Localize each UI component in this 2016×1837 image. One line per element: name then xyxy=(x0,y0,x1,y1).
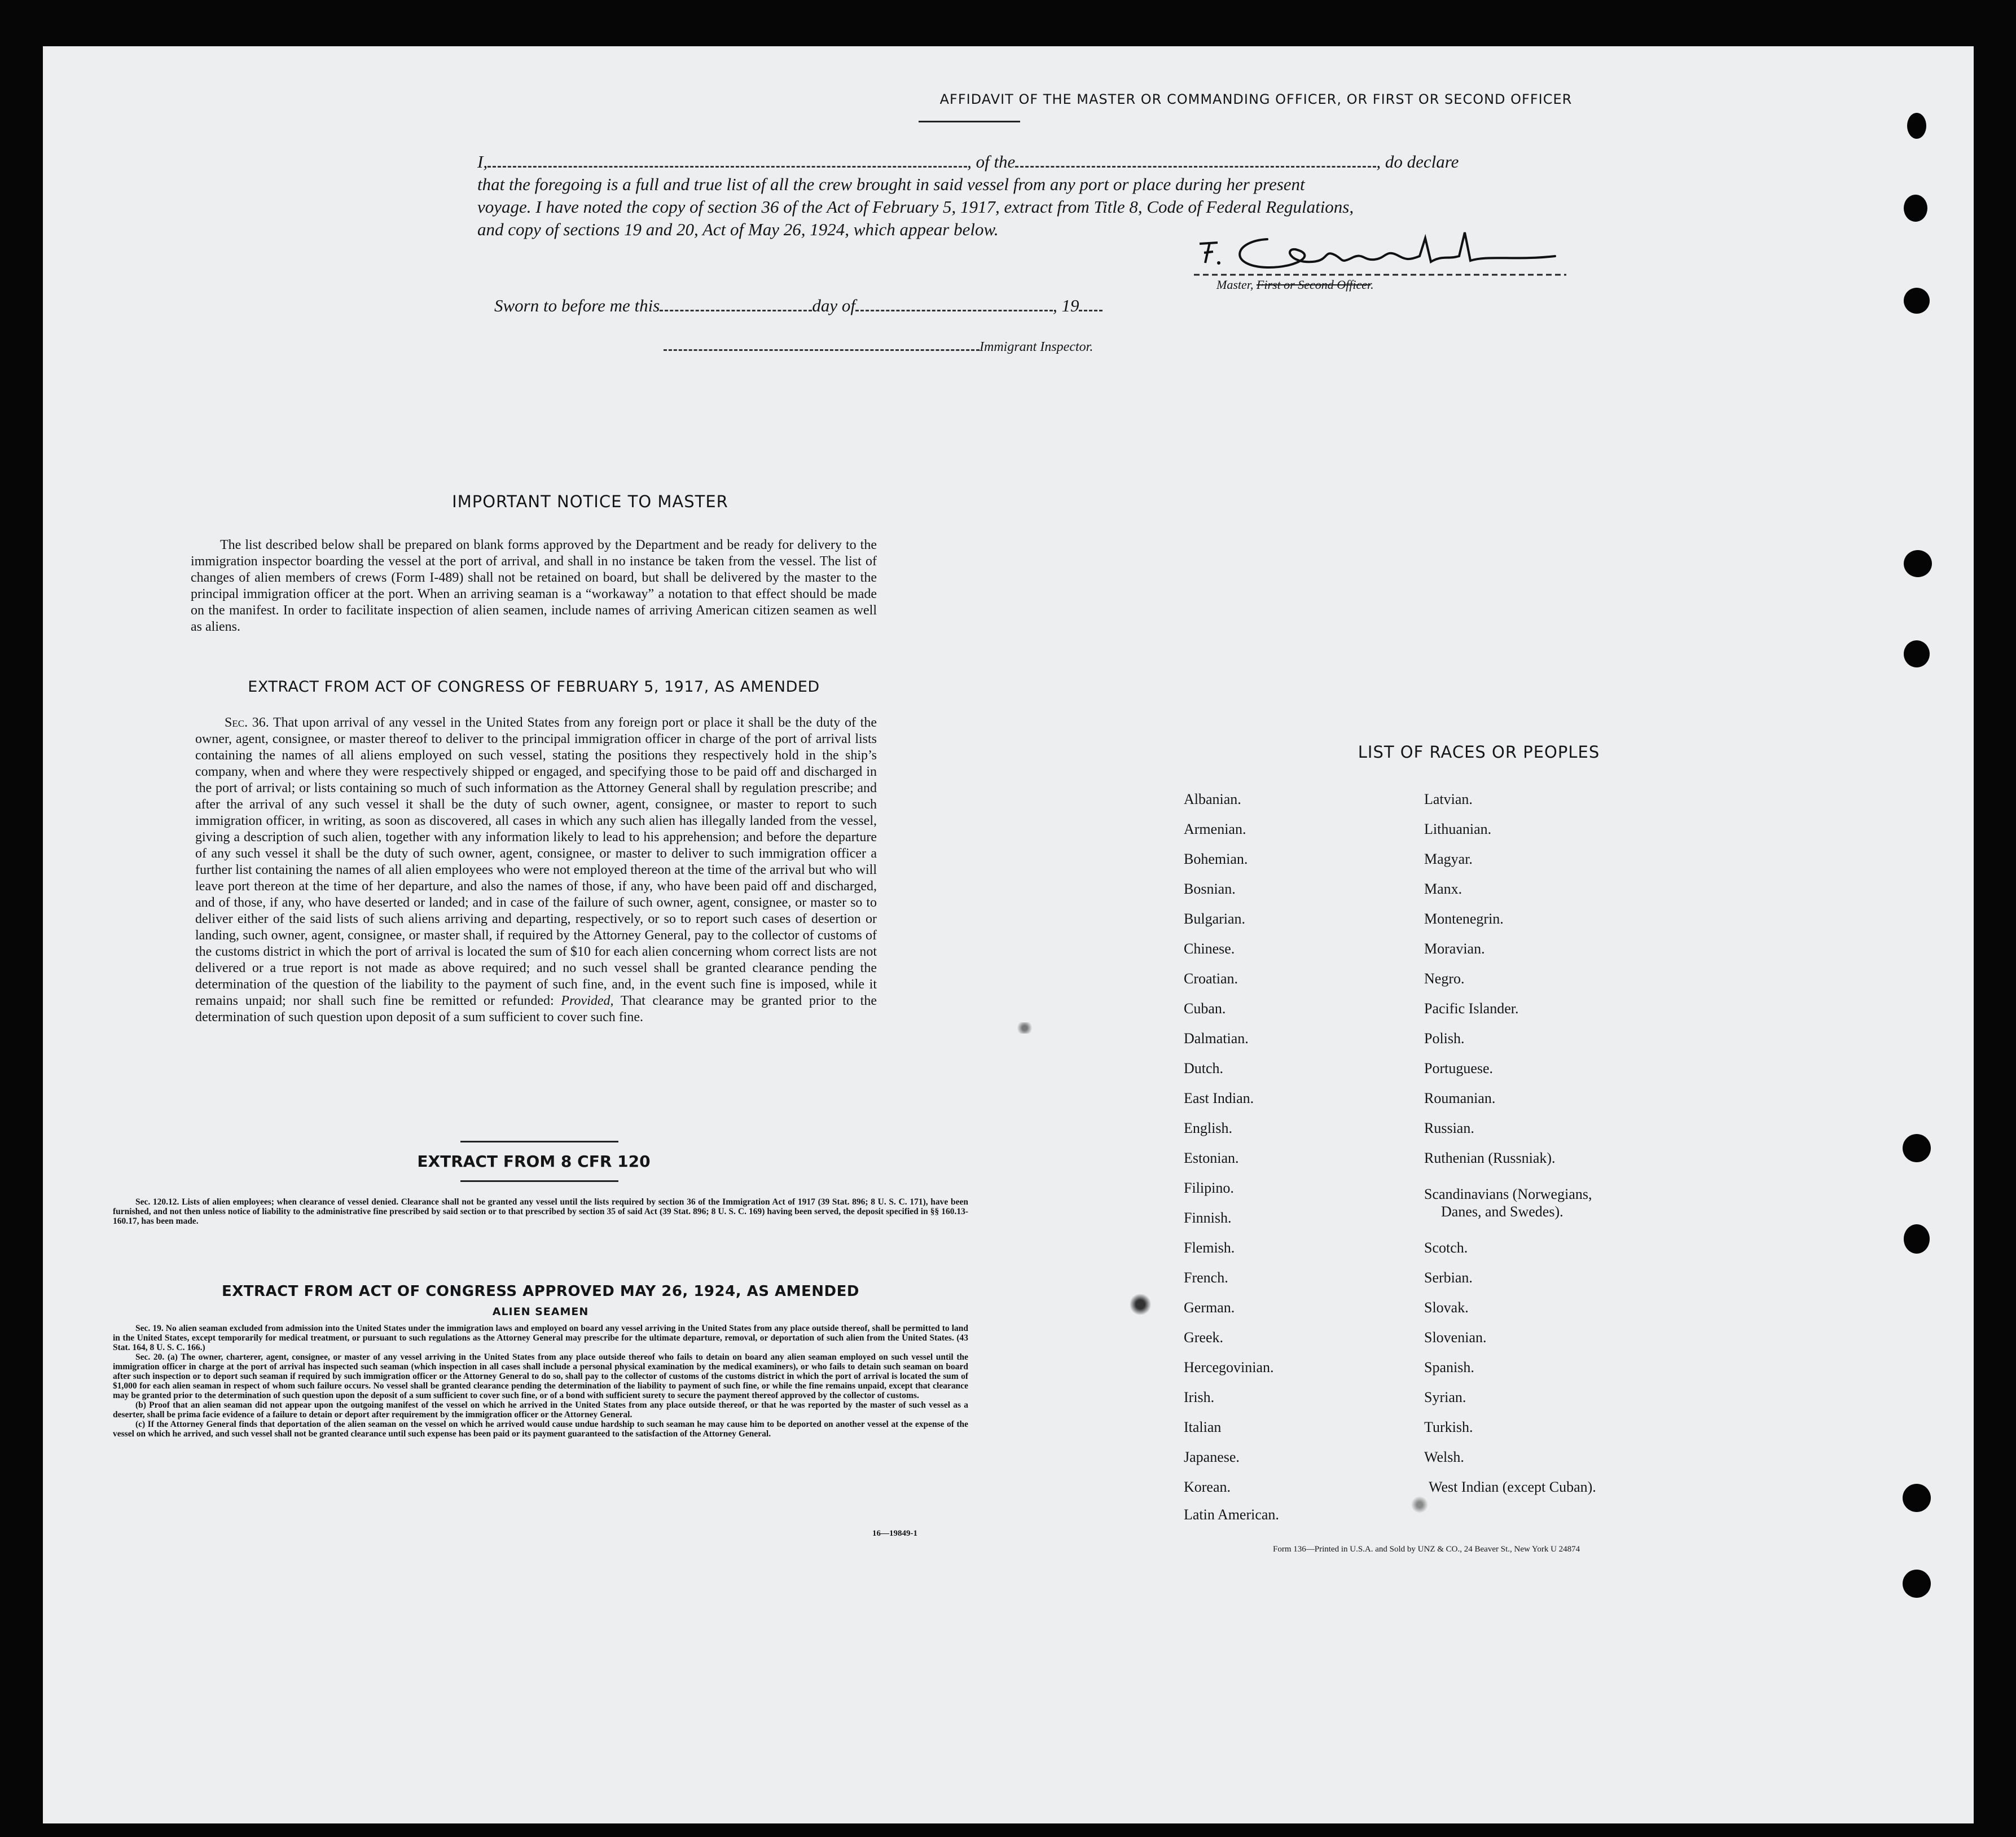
sworn-day-blank[interactable] xyxy=(660,298,812,311)
race-item: Moravian. xyxy=(1424,941,1485,957)
section-36-body: That upon arrival of any vessel in the United States from any foreign port or place it shall be the duty of the owner, agent, consignee, or master thereof to deliver to the principal immigration officer in charge of the port of arrival lists containing the names of all aliens employed on such vessel, stating the positions they respectively hold in the ship’s company, when and where they were respectively shipped or engaged, and specifying those to be paid off and discharged in the port of arrival; or lists containing so much of such information as the Attorney General shall by regulation prescribe; and after the arrival of any such vessel it shall be the duty of such owner, agent, consignee, or master to report to such immigration officer, in writing, as soon as discovered, all cases in which any such alien has illegally landed from the vessel, giving a description of such alien, together with any information likely to lead to his apprehension; and before the departure of any such vessel it shall be the duty of such owner, agent, consignee, or master to deliver to such immigration officer a further list containing the names of all alien employees who were not employed thereon at the time of the arrival but who will leave port thereon at the time of her departure, and also the names of those, if any, who have been paid off and discharged, and of those, if any, who have deserted or landed; and in case of the failure of such owner, agent, consignee, or master so to deliver either of the said lists of such aliens arriving and departing, respectively, or so to report such cases of desertion or landing, such owner, agent, consignee, or master shall, if required by the Attorney General, pay to the collector of customs of the customs district in which the port of arrival is located the sum of $10 for each alien concerning whom correct lists are not delivered or a true report is not made as above required; and no such vessel shall be granted clearance pending the determination of the question of the liability to the payment of such fine, and, in the event such fine is imposed, while it remains unpaid; nor shall such fine be remitted or refunded: xyxy=(195,715,877,1008)
binder-hole xyxy=(1904,1224,1930,1254)
alien-seamen-subtitle: ALIEN SEAMEN xyxy=(492,1306,589,1318)
race-item: German. xyxy=(1184,1299,1235,1316)
race-item: Serbian. xyxy=(1424,1269,1473,1286)
printer-imprint: Form 136—Printed in U.S.A. and Sold by UNZ & CO., 24 Beaver St., New York U 24874 xyxy=(1273,1545,1580,1554)
race-item: Flemish. xyxy=(1184,1240,1235,1256)
extract-1924-title: EXTRACT FROM ACT OF CONGRESS APPROVED MAY 26, 1924, AS AMENDED xyxy=(222,1283,859,1300)
vessel-blank[interactable] xyxy=(1015,155,1376,168)
race-item: Korean. xyxy=(1184,1479,1231,1495)
race-item: East Indian. xyxy=(1184,1090,1254,1106)
notice-body xyxy=(191,537,877,635)
race-item: Irish. xyxy=(1184,1389,1215,1405)
section-36-provided: Provided, xyxy=(561,994,614,1008)
section-20b-text: (b) Proof that an alien seaman did not appear upon the outgoing manifest of the vessel on which he arrived in the United States from any place outside thereof, or that he was reported by the master of such vessel as a deserter, shall be prima facie evidence of a failure to detain or deport after requirement by the immigration officer or the Attorney General. xyxy=(113,1400,968,1420)
race-item: English. xyxy=(1184,1120,1232,1136)
race-item: Italian xyxy=(1184,1419,1222,1435)
notice-text: The list described below shall be prepared on blank forms approved by the Department and be ready for delivery to the immigration inspector boarding the vessel at the port of arrival, and shall in no instance be taken from the vessel. The list of changes of alien members of crews (Form I-489) shall not be retained on board, but shall be delivered by the master to the principal immigration officer at the port. When an arriving seaman is a “workaway” a notation to that effect should be made on the manifest. In order to facilitate inspection of alien seamen, include names of arriving American citizen seamen as well as aliens. xyxy=(191,538,877,634)
handwritten-signature xyxy=(1149,216,1578,283)
extract-1917-title: EXTRACT FROM ACT OF CONGRESS OF FEBRUARY 5, 1917, AS AMENDED xyxy=(248,678,820,696)
race-item: Hercegovinian. xyxy=(1184,1359,1274,1375)
race-item: West Indian (except Cuban). xyxy=(1429,1479,1596,1495)
race-item: Lithuanian. xyxy=(1424,821,1492,837)
race-item: Croatian. xyxy=(1184,970,1238,987)
cfr-rule-top xyxy=(460,1141,618,1142)
race-item: Bohemian. xyxy=(1184,851,1248,867)
binder-hole xyxy=(1904,288,1930,314)
affidavit-i-label: I, xyxy=(477,152,488,172)
binder-hole xyxy=(1903,1134,1931,1162)
race-item: Polish. xyxy=(1424,1030,1465,1047)
section-36-text xyxy=(195,715,877,1026)
race-item: Welsh. xyxy=(1424,1449,1464,1465)
name-blank[interactable] xyxy=(487,155,967,168)
race-item: Dalmatian. xyxy=(1184,1030,1249,1047)
scan-speck xyxy=(1408,1496,1431,1513)
sworn-prefix: Sworn to before me this xyxy=(494,296,660,315)
affidavit-line-4: and copy of sections 19 and 20, Act of May 26, 1924, which appear below. xyxy=(477,219,999,239)
race-item: Latin American. xyxy=(1184,1506,1279,1523)
race-item: Estonian. xyxy=(1184,1150,1239,1166)
sworn-year: , 19 xyxy=(1052,296,1079,315)
section-20a-text: Sec. 20. (a) The owner, charterer, agent, consignee, or master of any vessel arriving in the United States from any place outside thereof who fails to detain on board any alien seaman employed on such vessel until the immigration officer in charge at the port of arrival has inspected such seaman (which inspection in all cases shall include a personal physical examination by the medical examiners), or who fails to detain such seaman on board after such inspection or to deport such seaman if required by such immigration officer or the Attorney General to do so, shall pay to the collector of customs of the customs district in which the port of arrival is located the sum of $1,000 for each alien seaman in respect of whom such failure occurs. No vessel shall be granted clearance pending the determination of the liability to payment of such fine, or while the fine remains unpaid, except that clearance may be granted prior to the determination of such question upon the deposit of a sum sufficient to cover such fine, or of a bond with sufficient surety to secure the payment thereof approved by the collector of customs. xyxy=(113,1352,968,1400)
race-item: Filipino. xyxy=(1184,1180,1234,1196)
race-item: Russian. xyxy=(1424,1120,1474,1136)
race-item: Scotch. xyxy=(1424,1240,1468,1256)
section-36-label: Sec. 36. xyxy=(225,715,269,730)
caption-period: . xyxy=(1371,278,1374,292)
race-item: Manx. xyxy=(1424,881,1462,897)
binder-hole xyxy=(1904,195,1927,222)
title-underline xyxy=(919,121,1020,122)
race-item: Danes, and Swedes). xyxy=(1441,1203,1563,1220)
race-item: Bulgarian. xyxy=(1184,911,1246,927)
inspector-blank[interactable] xyxy=(664,340,980,351)
race-item: Syrian. xyxy=(1424,1389,1466,1405)
section-36-body-end: That clearance may be granted prior to the determination of such question upon deposit of a sum sufficient to cover such fine. xyxy=(195,994,877,1025)
section-19-text: Sec. 19. No alien seaman excluded from admission into the United States under the immigration laws and employed on board any vessel arriving in the United States from any place outside thereof, shall be permitted to land in the United States, except temporarily for medical treatment, or pursuant to such regulations as the Attorney General may prescribe for the ultimate departure, removal, or deportation of such alien from the United States. (43 Stat. 164, 8 U. S. C. 166.) xyxy=(113,1324,968,1352)
race-item: Roumanian. xyxy=(1424,1090,1496,1106)
sections-19-20 xyxy=(113,1324,968,1439)
affidavit-line-1 xyxy=(477,151,1561,173)
race-item: Latvian. xyxy=(1424,791,1473,807)
race-item: Bosnian. xyxy=(1184,881,1236,897)
race-item: Japanese. xyxy=(1184,1449,1240,1465)
race-item: Albanian. xyxy=(1184,791,1241,807)
notice-title: IMPORTANT NOTICE TO MASTER xyxy=(452,492,728,511)
race-item: Cuban. xyxy=(1184,1000,1226,1017)
binder-hole xyxy=(1904,640,1930,667)
inspector-label: Immigrant Inspector. xyxy=(980,340,1093,354)
scan-speck xyxy=(1126,1293,1154,1316)
scan-speck xyxy=(1013,1022,1036,1034)
form-number: 16—19849-1 xyxy=(872,1529,917,1538)
caption-master: Master, xyxy=(1216,278,1254,292)
affidavit-declare-label: , do declare xyxy=(1376,152,1459,172)
race-item: Portuguese. xyxy=(1424,1060,1494,1076)
race-item: Ruthenian (Russniak). xyxy=(1424,1150,1556,1166)
race-item: Slovenian. xyxy=(1424,1329,1487,1346)
binder-hole xyxy=(1903,1570,1931,1598)
race-item: Turkish. xyxy=(1424,1419,1473,1435)
cfr-rule-bottom xyxy=(460,1180,618,1182)
section-20c-text: (c) If the Attorney General finds that deportation of the alien seaman on the vessel on which he arrived would cause undue hardship to such seaman he may cause him to be deported on another vessel at the expense of the vessel on which he arrived, and such vessel shall not be granted clearance until such expense has been paid or its payment guaranteed to the satisfaction of the Attorney General. xyxy=(113,1420,968,1439)
race-item: Dutch. xyxy=(1184,1060,1224,1076)
affidavit-title: AFFIDAVIT OF THE MASTER OR COMMANDING OFFICER, OR FIRST OR SECOND OFFICER xyxy=(939,91,1573,107)
race-item: Negro. xyxy=(1424,970,1465,987)
extract-cfr-title: EXTRACT FROM 8 CFR 120 xyxy=(417,1152,651,1171)
race-item: Chinese. xyxy=(1184,941,1235,957)
sworn-day-of: day of xyxy=(812,296,855,315)
binder-hole xyxy=(1904,550,1932,577)
sworn-month-blank[interactable] xyxy=(855,298,1053,311)
binder-hole xyxy=(1903,1484,1931,1512)
race-item: Slovak. xyxy=(1424,1299,1469,1316)
binder-hole xyxy=(1907,113,1926,139)
affidavit-line-2: that the foregoing is a full and true list of all the crew brought in said vessel from any port or place during her present xyxy=(477,174,1305,194)
affidavit-of-label: , of the xyxy=(967,152,1016,172)
race-item: Pacific Islander. xyxy=(1424,1000,1519,1017)
race-item: Greek. xyxy=(1184,1329,1224,1346)
race-item: Spanish. xyxy=(1424,1359,1474,1375)
races-title: LIST OF RACES OR PEOPLES xyxy=(1358,742,1600,762)
signature-caption xyxy=(1216,278,1374,292)
race-item: Scandinavians (Norwegians, xyxy=(1424,1186,1592,1202)
race-item: French. xyxy=(1184,1269,1228,1286)
document-page xyxy=(43,46,1974,1823)
race-item: Montenegrin. xyxy=(1424,911,1504,927)
affidavit-line-3: voyage. I have noted the copy of section 36 of the Act of February 5, 1917, extract from Title 8, Code of Federal Regulations, xyxy=(477,197,1354,217)
inspector-line xyxy=(664,340,1093,355)
race-item: Finnish. xyxy=(1184,1210,1232,1226)
cfr-120-12-text: Sec. 120.12. Lists of alien employees; when clearance of vessel denied. Clearance shall not be granted any vessel until the lists required by section 36 of the Immigration Act of 1917 (39 Stat. 896; 8 U. S. C. 171), have been furnished, and not then unless notice of liability to the administrative fine prescribed by said section or to that prescribed by section 35 of said Act (39 Stat. 896; 8 U. S. C. 169) having been served, the deposit specified in §§ 160.13-160.17, has been made. xyxy=(113,1197,968,1226)
sworn-line xyxy=(494,296,1103,316)
race-item: Armenian. xyxy=(1184,821,1246,837)
sworn-year-blank[interactable] xyxy=(1079,298,1103,311)
caption-struck-officer: First or Second Officer xyxy=(1256,278,1371,292)
race-item: Magyar. xyxy=(1424,851,1473,867)
